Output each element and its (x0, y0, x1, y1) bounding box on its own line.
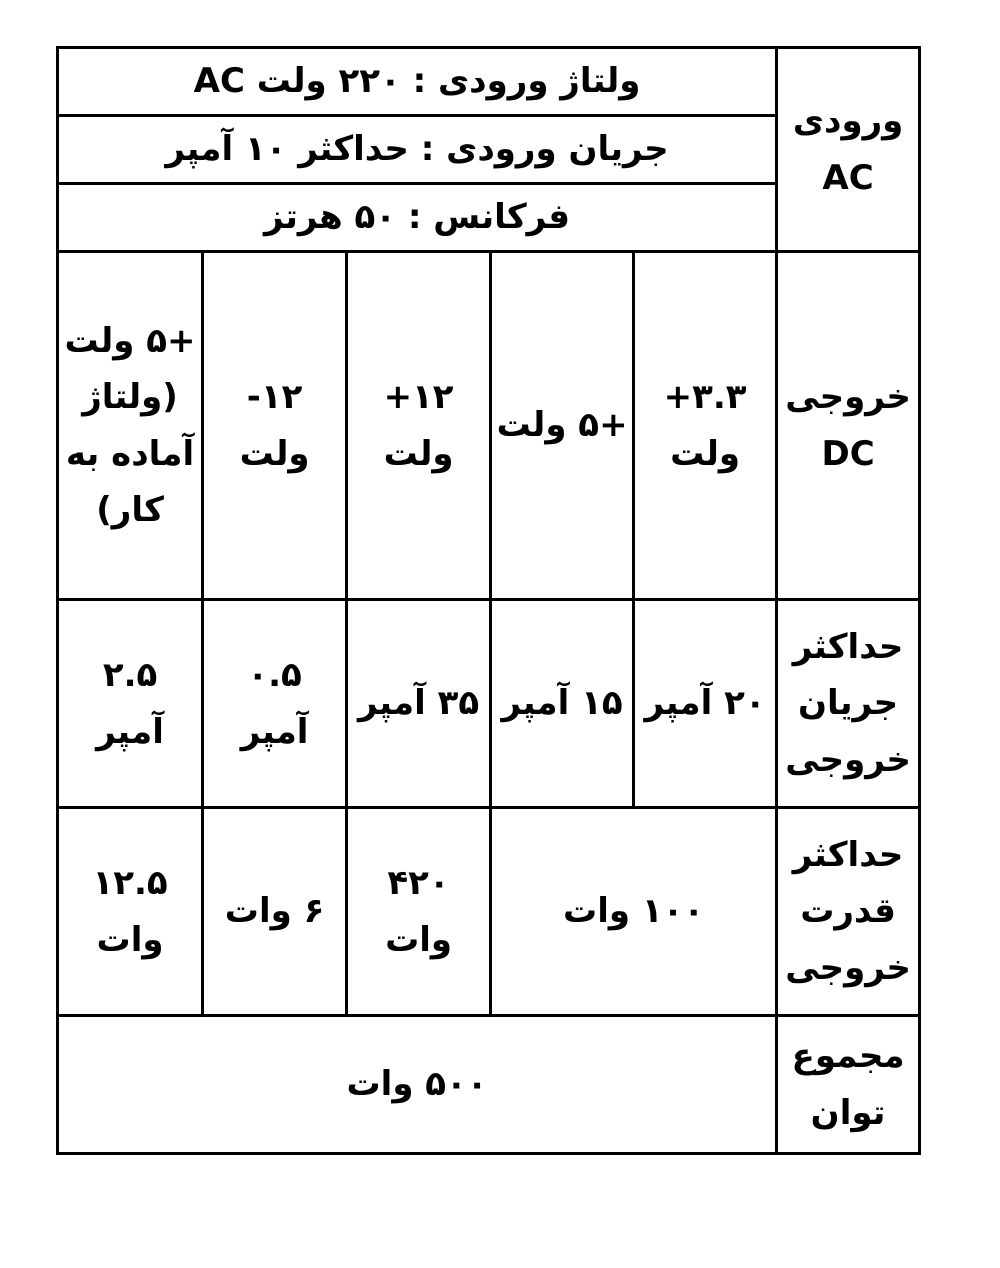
current-5v-cell (491, 600, 634, 808)
rail-5vsb-line: (ولتاژ (82, 377, 178, 418)
rail-12v-cell (347, 252, 491, 600)
rail-5vsb-line: +۵ ولت (64, 321, 196, 362)
total-power-row (58, 1016, 920, 1154)
current-12v-cell (347, 600, 491, 808)
rail-12v-value: +۱۲ (383, 377, 454, 418)
power-5vsb-cell (58, 808, 203, 1016)
rail-5vsb-line: کار) (96, 489, 164, 530)
rail-neg12v-cell (203, 252, 347, 600)
rail-5v-cell (491, 252, 634, 600)
dc-output-header-line: خروجی (785, 377, 911, 418)
total-power-cell (58, 1016, 777, 1154)
current-5vsb-value: ۲.۵ (102, 655, 158, 696)
current-5vsb-unit: آمپر (96, 711, 164, 752)
power-supply-spec-table (56, 46, 921, 1155)
max-power-header (777, 808, 920, 1016)
current-12v-value: ۳۵ آمپر (358, 683, 480, 724)
power-neg12v-cell (203, 808, 347, 1016)
rail-5vsb-cell (58, 252, 203, 600)
rail-3v3-value: +۳.۳ (663, 377, 747, 418)
rail-3v3-cell (634, 252, 777, 600)
input-voltage-cell (58, 48, 777, 116)
power-5vsb-unit: وات (96, 919, 164, 960)
ac-input-header (777, 48, 920, 252)
input-voltage-text: ولتاژ ورودی : ۲۲۰ ولت AC (193, 61, 641, 102)
rail-neg12v-value: -۱۲ (246, 377, 303, 418)
max-power-header-line: حداکثر (792, 835, 904, 876)
total-power-header-line: توان (810, 1092, 886, 1133)
max-current-header (777, 600, 920, 808)
dc-output-header (777, 252, 920, 600)
dc-output-header-line: DC (821, 433, 875, 474)
power-5vsb-value: ۱۲.۵ (92, 863, 168, 904)
rail-3v3-unit: ولت (670, 433, 741, 474)
max-current-header-line: حداکثر (792, 627, 904, 668)
max-current-row (58, 600, 920, 808)
input-frequency-cell (58, 184, 777, 252)
max-power-row (58, 808, 920, 1016)
rail-neg12v-unit: ولت (239, 433, 310, 474)
input-current-text: جریان ورودی : حداکثر ۱۰ آمپر (165, 129, 669, 170)
max-power-header-line: قدرت (800, 891, 896, 932)
rail-5v-label: +۵ ولت (496, 405, 628, 446)
max-current-header-line: خروجی (785, 739, 911, 780)
input-current-cell (58, 116, 777, 184)
max-power-header-line: خروجی (785, 947, 911, 988)
power-12v-value: ۴۲۰ وات (385, 863, 453, 960)
total-power-header (777, 1016, 920, 1154)
current-5vsb-cell (58, 600, 203, 808)
power-3v3-5v-value: ۱۰۰ وات (563, 891, 705, 932)
current-neg12v-cell (203, 600, 347, 808)
current-neg12v-value: ۰.۵ آمپر (240, 655, 309, 752)
current-3v3-value: ۲۰ آمپر (644, 683, 766, 724)
max-current-header-line: جریان (797, 683, 899, 724)
ac-input-header-line: ورودی (792, 101, 904, 142)
rail-12v-unit: ولت (383, 433, 454, 474)
ac-input-header-line: AC (822, 157, 874, 198)
power-3v3-5v-cell (491, 808, 777, 1016)
power-12v-cell (347, 808, 491, 1016)
power-neg12v-value: ۶ وات (224, 891, 325, 932)
current-5v-value: ۱۵ آمپر (501, 683, 623, 724)
total-power-value: ۵۰۰ وات (346, 1064, 488, 1105)
total-power-header-line: مجموع (791, 1036, 905, 1077)
ac-input-row (58, 48, 920, 116)
dc-output-row (58, 252, 920, 600)
input-frequency-text: فرکانس : ۵۰ هرتز (264, 197, 571, 238)
rail-5vsb-line: آماده به (65, 433, 195, 474)
current-3v3-cell (634, 600, 777, 808)
